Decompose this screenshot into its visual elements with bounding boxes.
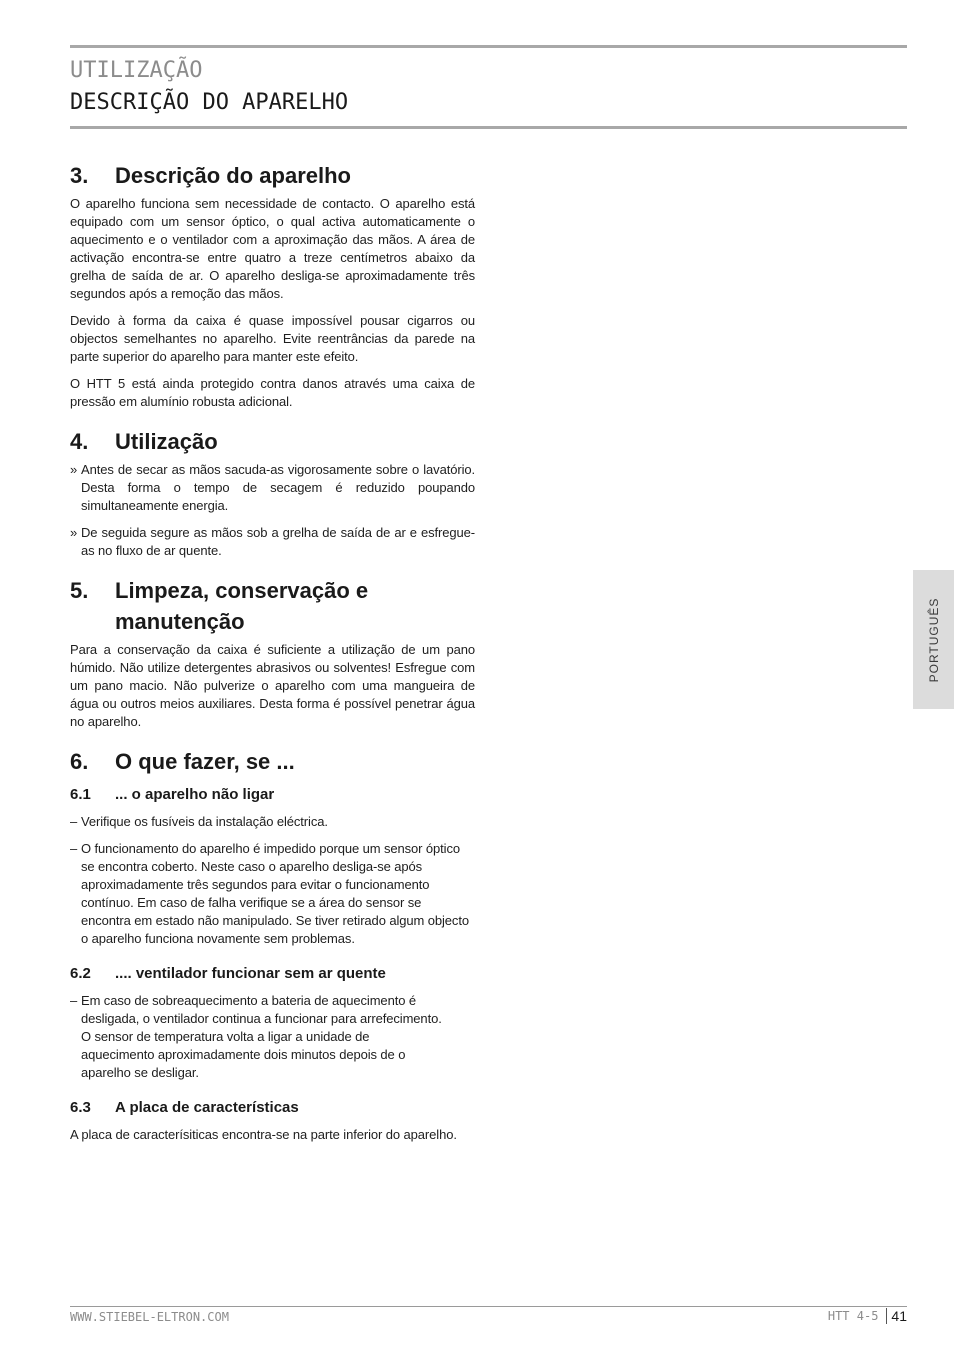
paragraph: O HTT 5 está ainda protegido contra danos através uma caixa de pressão em alumínio robusta adicional. — [70, 376, 475, 409]
paragraph: Devido à forma da caixa é quase impossível pousar cigarros ou objectos semelhantes no aparelho. Evite reentrâncias da parede na parte superior do aparelho para manter este efeito. — [70, 313, 475, 364]
list-item-text: Em caso de sobreaquecimento a bateria de aquecimento é desligada, o ventilador continua a funcionar para arrefecimento. O sensor de temperatura volta a ligar a unidade de aquecimento aproximadamente dois minutos depois de o aparelho se desligar. — [81, 993, 442, 1080]
list-item — [70, 813, 475, 831]
page-number: 41 — [891, 1308, 907, 1324]
section-title: Descrição do aparelho — [115, 163, 351, 188]
header-top-rule — [70, 45, 907, 48]
subsection-title: .... ventilador funcionar sem ar quente — [115, 965, 386, 982]
subsection-title: A placa de características — [115, 1099, 299, 1116]
main-content — [70, 160, 475, 1144]
paragraph: A placa de caracterísiticas encontra-se na parte inferior do aparelho. — [70, 1127, 457, 1142]
list-item — [70, 524, 475, 560]
subsection-6-2-heading — [70, 964, 475, 984]
list-item — [70, 840, 475, 948]
section-number: 4. — [70, 429, 89, 454]
section-title: Limpeza, conservação e manutenção — [115, 578, 369, 634]
subsection-number: 6.1 — [70, 786, 91, 803]
footer-model: HTT 4-5 — [827, 1309, 879, 1323]
section-title: O que fazer, se ... — [115, 749, 295, 774]
dash-mark: – — [70, 814, 78, 829]
section-number: 6. — [70, 749, 89, 774]
section-title: Utilização — [115, 429, 218, 454]
language-tab — [913, 570, 954, 709]
section-3-heading — [70, 160, 475, 191]
section-5-heading — [70, 575, 475, 637]
header-bottom-rule — [70, 126, 907, 129]
section-number: 5. — [70, 578, 89, 603]
list-item-text: Antes de secar as mãos sacuda-as vigorosamente sobre o lavatório. Desta forma o tempo de secagem é reduzido poupando simultaneamente energia. — [81, 462, 475, 513]
subsection-6-3-heading — [70, 1098, 475, 1118]
language-tab-label: PORTUGUÊS — [926, 597, 941, 682]
section-6-heading — [70, 746, 475, 777]
paragraph: O aparelho funciona sem necessidade de contacto. O aparelho está equipado com um sensor óptico, o qual activa automaticamente o aquecimento e o ventilador com a aproximação das mãos. A área de activação encontra-se entre quatro a treze centímetros abaixo da grelha de saída de ar. O aparelho desliga-se aproximadamente três segundos após a remoção das mãos. — [70, 196, 475, 301]
header-kicker: UTILIZAÇÃO — [70, 58, 203, 83]
list-item — [70, 992, 475, 1082]
list-item-text: De seguida segure as mãos sob a grelha de saída de ar e esfregue-as no fluxo de ar quente. — [81, 525, 475, 558]
dash-mark: – — [70, 993, 78, 1008]
subsection-number: 6.3 — [70, 1099, 91, 1116]
footer-right — [828, 1308, 907, 1324]
subsection-number: 6.2 — [70, 965, 91, 982]
paragraph: Para a conservação da caixa é suficiente a utilização de um pano húmido. Não utilize detergentes abrasivos ou solventes! Esfregue com um pano macio. Não pulverize o aparelho com uma mangueira de água ou outros meios auxiliares. Desta forma é possível penetrar água no aparelho. — [70, 642, 475, 729]
list-item-text: O funcionamento do aparelho é impedido porque um sensor óptico se encontra coberto. Neste caso o aparelho desliga-se após aproximadamente três segundos para evitar o funcionamento contínuo. Em caso de falha verifique se a área do sensor se encontra em estado não manipulado. Se tiver retirado algum objecto o aparelho funciona novamente sem problemas. — [81, 841, 469, 946]
list-item — [70, 461, 475, 515]
bullet-mark: » — [70, 462, 78, 477]
section-4-heading — [70, 426, 475, 457]
bullet-mark: » — [70, 525, 78, 540]
section-number: 3. — [70, 163, 89, 188]
subsection-title: ... o aparelho não ligar — [115, 786, 275, 803]
subsection-6-1-heading — [70, 785, 475, 805]
footer-rule — [70, 1306, 907, 1307]
dash-mark: – — [70, 841, 78, 856]
list-item-text: Verifique os fusíveis da instalação eléctrica. — [81, 814, 328, 829]
footer-website: WWW.STIEBEL-ELTRON.COM — [70, 1310, 229, 1324]
header-title: DESCRIÇÃO DO APARELHO — [70, 90, 349, 115]
footer-separator — [886, 1308, 887, 1324]
